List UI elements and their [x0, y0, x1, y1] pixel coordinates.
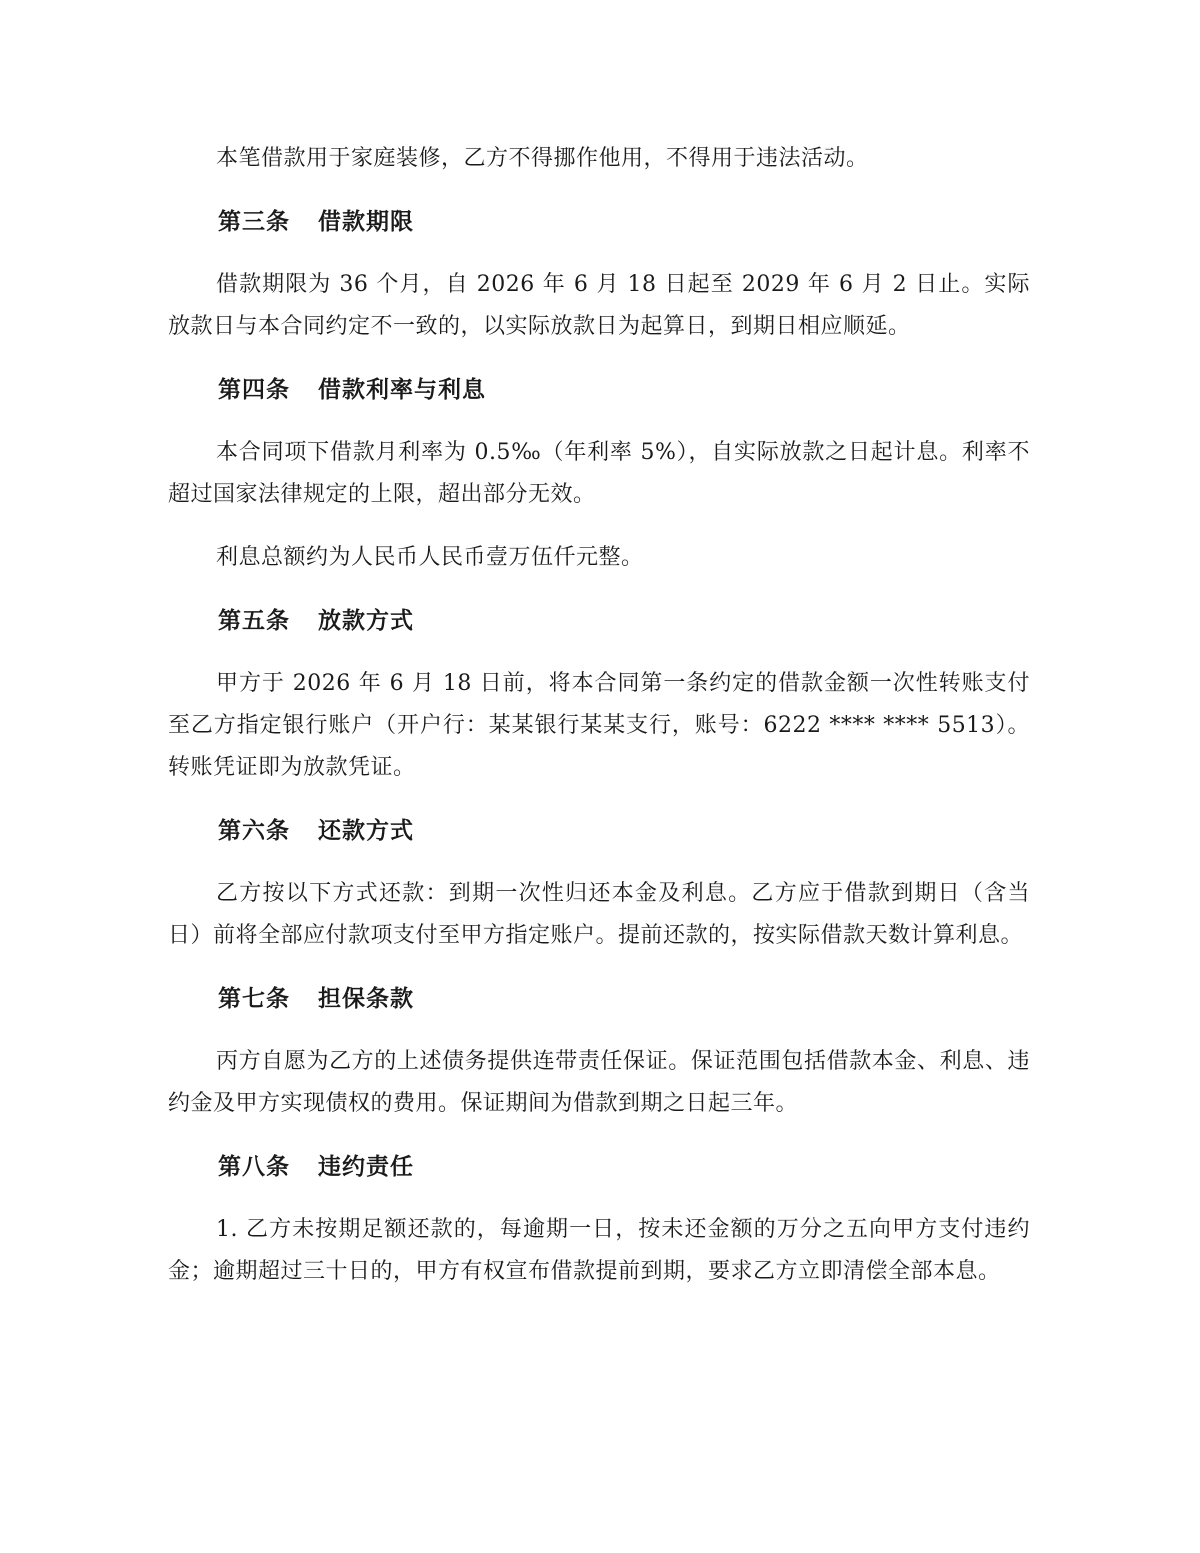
article-6-title: 还款方式: [318, 818, 414, 844]
article-8-paragraph-1: 1. 乙方未按期足额还款的，每逾期一日，按未还金额的万分之五向甲方支付违约金；逾期超过三十日的，甲方有权宣布借款提前到期，要求乙方立即清偿全部本息。: [168, 1217, 1030, 1284]
article-3-paragraph: 借款期限为 36 个月，自 2026 年 6 月 18 日起至 2029 年 6 月 2 日止。实际放款日与本合同约定不一致的，以实际放款日为起算日，到期日相应顺延。: [168, 272, 1030, 339]
article-8-title: 违约责任: [318, 1154, 414, 1180]
article-4-paragraph-1: 本合同项下借款月利率为 0.5‰（年利率 5%），自实际放款之日起计息。利率不超过国家法律规定的上限，超出部分无效。: [168, 440, 1030, 507]
article-7-number: 第七条: [218, 986, 290, 1012]
article-5-title: 放款方式: [318, 608, 414, 634]
article-3-title: 借款期限: [318, 209, 414, 235]
article-7-title: 担保条款: [318, 986, 414, 1012]
purpose-paragraph: 本笔借款用于家庭装修，乙方不得挪作他用，不得用于违法活动。: [216, 146, 869, 171]
article-4-heading: [168, 369, 1030, 411]
article-7-heading: [168, 978, 1030, 1020]
article-6-paragraph: 乙方按以下方式还款：到期一次性归还本金及利息。乙方应于借款到期日（含当日）前将全部应付款项支付至甲方指定账户。提前还款的，按实际借款天数计算利息。: [168, 881, 1030, 948]
article-8-heading: [168, 1146, 1030, 1188]
article-8-number: 第八条: [218, 1154, 290, 1180]
article-5-paragraph: 甲方于 2026 年 6 月 18 日前，将本合同第一条约定的借款金额一次性转账支付至乙方指定银行账户（开户行：某某银行某某支行，账号：6222 **** **** 5513）。转账凭证即为放款凭证。: [168, 671, 1030, 780]
article-5-heading: [168, 600, 1030, 642]
document-body: [168, 138, 1030, 1314]
article-5-number: 第五条: [218, 608, 290, 634]
article-6-number: 第六条: [218, 818, 290, 844]
article-7-paragraph: 丙方自愿为乙方的上述债务提供连带责任保证。保证范围包括借款本金、利息、违约金及甲方实现债权的费用。保证期间为借款到期之日起三年。: [168, 1049, 1030, 1116]
article-3-number: 第三条: [218, 209, 290, 235]
article-6-heading: [168, 810, 1030, 852]
article-4-paragraph-2: 利息总额约为人民币人民币壹万伍仟元整。: [216, 545, 644, 570]
article-3-heading: [168, 201, 1030, 243]
article-4-number: 第四条: [218, 377, 290, 403]
article-4-title: 借款利率与利息: [318, 377, 486, 403]
